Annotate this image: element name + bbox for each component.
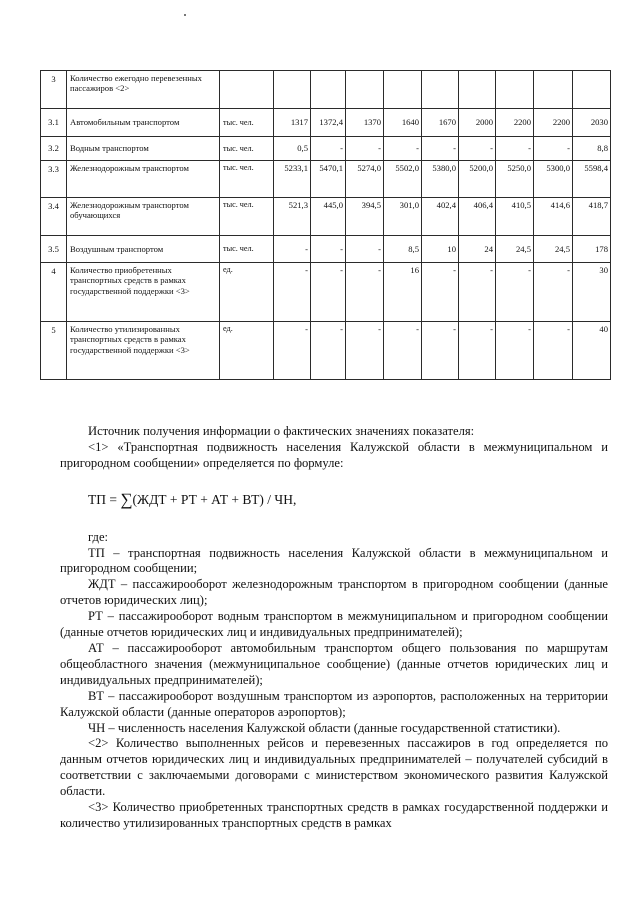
- value-cell: [496, 71, 534, 109]
- value-cell: 10: [422, 236, 459, 263]
- value-cell: -: [496, 322, 534, 380]
- indicators-table: [40, 70, 611, 380]
- definition-vt: ВТ – пассажирооборот воздушным транспортом из аэропортов, расположенных на территории Калужской области (данные операторов аэропортов);: [60, 688, 608, 719]
- footnote-3: <3> Количество приобретенных транспортных средств в рамках государственной поддержки и количество утилизированных транспортных средств в рамках: [60, 800, 608, 830]
- value-cell: 24: [459, 236, 496, 263]
- definition-chn: ЧН – численность населения Калужской области (данные государственной статистики).: [88, 720, 561, 735]
- value-cell: 445,0: [311, 198, 346, 236]
- value-cell: 301,0: [384, 198, 422, 236]
- value-cell: 5274,0: [346, 161, 384, 198]
- value-cell: 5598,4: [573, 161, 611, 198]
- value-cell: -: [346, 322, 384, 380]
- value-cell: -: [534, 137, 573, 161]
- table-row: [41, 71, 611, 109]
- value-cell: 5300,0: [534, 161, 573, 198]
- indicator-name: Железнодорожным транспортом: [67, 161, 220, 198]
- table-row: [41, 109, 611, 137]
- value-cell: 414,6: [534, 198, 573, 236]
- indicator-name: Количество приобретенных транспортных средств в рамках государственной поддержки <3>: [67, 263, 220, 322]
- value-cell: 16: [384, 263, 422, 322]
- value-cell: -: [534, 322, 573, 380]
- value-cell: -: [496, 263, 534, 322]
- row-number: 5: [41, 322, 67, 380]
- value-cell: -: [422, 263, 459, 322]
- table-row: [41, 137, 611, 161]
- value-cell: 406,4: [459, 198, 496, 236]
- value-cell: -: [311, 263, 346, 322]
- value-cell: 8,5: [384, 236, 422, 263]
- indicator-name: Автомобильным транспортом: [67, 109, 220, 137]
- value-cell: 2200: [496, 109, 534, 137]
- row-number: 3.3: [41, 161, 67, 198]
- value-cell: 24,5: [496, 236, 534, 263]
- value-cell: -: [311, 322, 346, 380]
- value-cell: 5200,0: [459, 161, 496, 198]
- value-cell: [346, 71, 384, 109]
- unit-cell: ед.: [220, 322, 274, 380]
- value-cell: 1670: [422, 109, 459, 137]
- scan-speck: [184, 14, 186, 16]
- value-cell: -: [459, 263, 496, 322]
- value-cell: -: [534, 263, 573, 322]
- row-number: 3: [41, 71, 67, 109]
- value-cell: -: [422, 137, 459, 161]
- source-heading: Источник получения информации о фактических значениях показателя:: [88, 424, 475, 438]
- value-cell: [274, 71, 311, 109]
- definition-rt: РТ – пассажирооборот водным транспортом в межмуниципальном и пригородном сообщении (данные отчетов юридических лиц и индивидуальных предпринимателей);: [60, 609, 608, 640]
- value-cell: 2000: [459, 109, 496, 137]
- footnote-2: <2> Количество выполненных рейсов и перевезенных пассажиров в год определяется по данным отчетов юридических лиц и индивидуальных предпринимателей – получателей субсидий в соответствии с заключаемыми договорами с министерством экономического развития Калужской области.: [60, 736, 608, 799]
- table-row: [41, 322, 611, 380]
- table-row: [41, 236, 611, 263]
- value-cell: 2030: [573, 109, 611, 137]
- value-cell: -: [346, 236, 384, 263]
- value-cell: 1317: [274, 109, 311, 137]
- value-cell: -: [274, 236, 311, 263]
- value-cell: [534, 71, 573, 109]
- value-cell: -: [311, 236, 346, 263]
- row-number: 3.2: [41, 137, 67, 161]
- indicator-name: Воздушным транспортом: [67, 236, 220, 263]
- definition-tp: ТП – транспортная подвижность населения Калужской области в межмуниципальном и пригородном сообщении;: [60, 545, 608, 576]
- value-cell: [384, 71, 422, 109]
- value-cell: 24,5: [534, 236, 573, 263]
- value-cell: 5380,0: [422, 161, 459, 198]
- value-cell: -: [384, 322, 422, 380]
- row-number: 3.1: [41, 109, 67, 137]
- formula-lhs: ТП =: [88, 491, 121, 507]
- unit-cell: тыс. чел.: [220, 198, 274, 236]
- value-cell: 394,5: [346, 198, 384, 236]
- value-cell: -: [459, 137, 496, 161]
- value-cell: -: [496, 137, 534, 161]
- value-cell: 410,5: [496, 198, 534, 236]
- value-cell: -: [346, 263, 384, 322]
- value-cell: -: [459, 322, 496, 380]
- where-label: где:: [88, 529, 109, 544]
- value-cell: 5250,0: [496, 161, 534, 198]
- table-row: [41, 263, 611, 322]
- value-cell: [422, 71, 459, 109]
- row-number: 4: [41, 263, 67, 322]
- value-cell: 5470,1: [311, 161, 346, 198]
- unit-cell: тыс. чел.: [220, 137, 274, 161]
- value-cell: 30: [573, 263, 611, 322]
- indicator-name: Железнодорожным транспортом обучающихся: [67, 198, 220, 236]
- definition-zhdt: ЖДТ – пассажирооборот железнодорожным транспортом в пригородном сообщении (данные отчетов юридических лиц);: [60, 577, 608, 608]
- formula-rhs: (ЖДТ + РТ + АТ + ВТ) / ЧН,: [132, 491, 297, 507]
- value-cell: -: [384, 137, 422, 161]
- value-cell: 521,3: [274, 198, 311, 236]
- value-cell: 5502,0: [384, 161, 422, 198]
- definition-at: АТ – пассажирооборот автомобильным транспортом общего пользования по маршрутам общеобластного значения (межмуниципальное сообщение) (данные отчетов юридических лиц и индивидуальных предпринимателей);: [60, 640, 608, 687]
- row-number: 3.5: [41, 236, 67, 263]
- value-cell: 2200: [534, 109, 573, 137]
- table-row: [41, 161, 611, 198]
- value-cell: 178: [573, 236, 611, 263]
- value-cell: [459, 71, 496, 109]
- value-cell: 1370: [346, 109, 384, 137]
- indicator-name: Количество утилизированных транспортных средств в рамках государственной поддержки <3>: [67, 322, 220, 380]
- value-cell: 402,4: [422, 198, 459, 236]
- footnote-1: <1> «Транспортная подвижность населения Калужской области в межмуниципальном и пригородном сообщении» определяется по формуле:: [60, 439, 608, 470]
- value-cell: -: [346, 137, 384, 161]
- unit-cell: тыс. чел.: [220, 109, 274, 137]
- value-cell: 1372,4: [311, 109, 346, 137]
- value-cell: 418,7: [573, 198, 611, 236]
- unit-cell: тыс. чел.: [220, 161, 274, 198]
- value-cell: -: [274, 263, 311, 322]
- unit-cell: тыс. чел.: [220, 236, 274, 263]
- sum-symbol: ∑: [120, 489, 133, 509]
- value-cell: [573, 71, 611, 109]
- value-cell: 8,8: [573, 137, 611, 161]
- unit-cell: [220, 71, 274, 109]
- value-cell: 5233,1: [274, 161, 311, 198]
- value-cell: 0,5: [274, 137, 311, 161]
- value-cell: 1640: [384, 109, 422, 137]
- formula: [88, 489, 608, 509]
- value-cell: -: [311, 137, 346, 161]
- body-text: [60, 424, 608, 832]
- indicator-name: Водным транспортом: [67, 137, 220, 161]
- unit-cell: ед.: [220, 263, 274, 322]
- value-cell: 40: [573, 322, 611, 380]
- indicator-name: Количество ежегодно перевезенных пассажиров <2>: [67, 71, 220, 109]
- value-cell: -: [422, 322, 459, 380]
- value-cell: [311, 71, 346, 109]
- row-number: 3.4: [41, 198, 67, 236]
- value-cell: -: [274, 322, 311, 380]
- table-row: [41, 198, 611, 236]
